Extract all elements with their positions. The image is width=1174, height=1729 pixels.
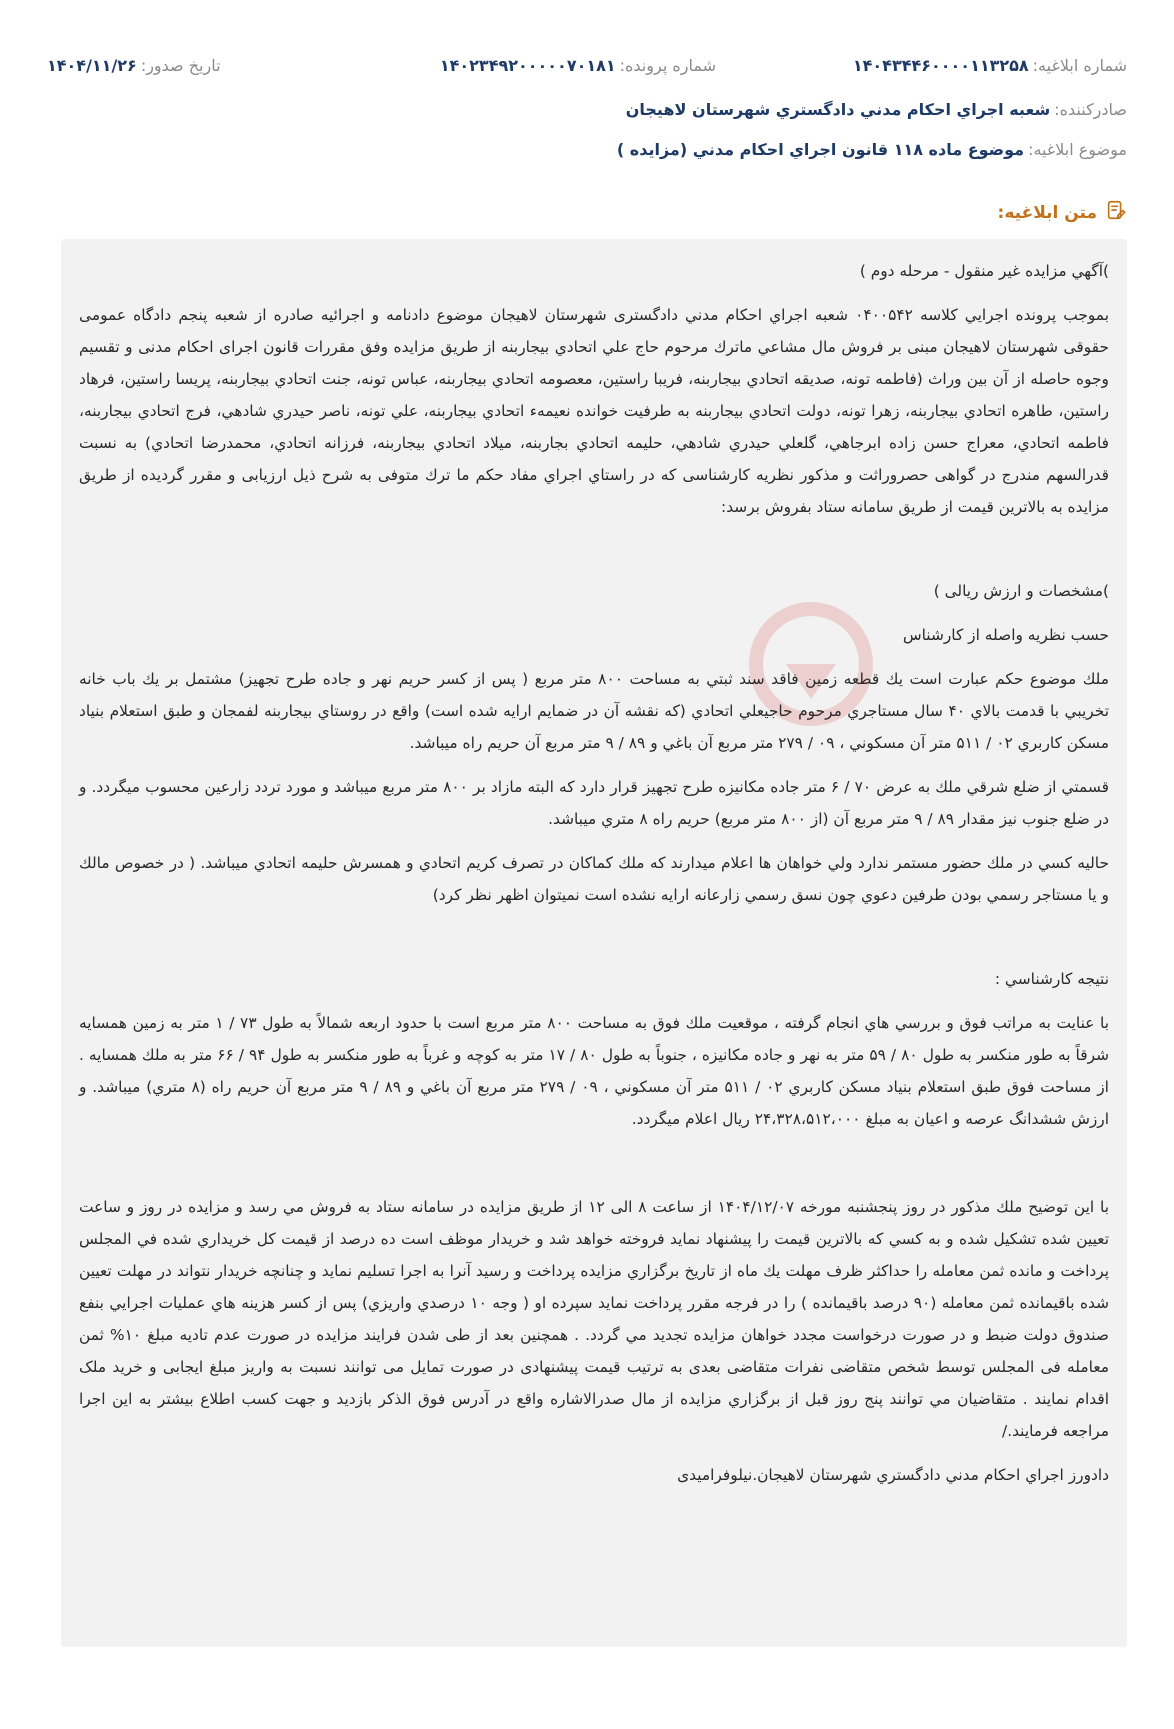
notice-body-panel [61, 239, 1127, 1647]
auction-terms-paragraph: با اين توضيح ملك مذكور در روز پنجشنبه مورخه ۱۴۰۴/۱۲/۰۷ از ساعت ۸ الی ۱۲ از طريق مزايده در سامانه ستاد به فروش مي رسد و مزايده در روز و ساعت تعيين شده تشكيل شده و به كسي كه بالاترين قيمت را پيشنهاد نمايد فروخته خواهد شد و خريدار موظف است ده درصد از قيمت كل خريداري شده في المجلس پرداخت و مانده ثمن معامله را حداكثر ظرف مهلت يك ماه از تاريخ برگزاري مزايده پرداخت و رسيد آنرا به اجرا تسليم نمايد و چنانچه خريدار نتواند در مهلت تعيين شده باقيمانده ثمن معامله (۹۰ درصد باقيمانده ) را در فرجه مقرر پرداخت نمايد سپرده او ( وجه ۱۰ درصدي واريزي) پس از كسر هزينه هاي عمليات اجرايي بنفع صندوق دولت ضبط و در صورت درخواست مجدد خواهان مزايده تجديد مي گردد. . همچنين بعد از طی شدن فرايند مزايده در صورت عدم تاديه مبلغ ۱۰% ثمن معامله فی المجلس توسط شخص متقاضی نفرات متقاضی بعدی به ترتيب قيمت پيشنهادی در صورت تمايل می توانند نسبت به واريز مبلغ ايجابی و خريد ملک اقدام نمايند . متقاضيان مي توانند پنج روز قبل از برگزاري مزايده از مال صدرالاشاره واقع در آدرس فوق الذكر بازديد و جهت كسب اطلاع بيشتر به اين اجرا مراجعه فرمايند./ [79, 1198, 1109, 1440]
case-number-value: ۱۴۰۲۳۴۹۲۰۰۰۰۰۷۰۱۸۱ [439, 56, 616, 75]
signature-line: دادورز اجراي احكام مدني دادگستري شهرستان لاهيجان.نيلوفراميدی [677, 1466, 1109, 1484]
issuer-value: شعبه اجراي احکام مدني دادگستري شهرستان لاهيجان [625, 100, 1051, 119]
notice-number [853, 56, 1127, 75]
notice-text-title: متن ابلاغيه: [997, 202, 1097, 223]
expert-opinion-heading: حسب نظريه واصله از كارشناس [902, 626, 1109, 644]
subject-row [617, 140, 1127, 159]
case-number-label: شماره پرونده: [619, 56, 716, 75]
notice-number-value: ۱۴۰۴۳۴۴۶۰۰۰۰۱۱۳۲۵۸ [852, 56, 1029, 75]
issuer-row [626, 100, 1127, 119]
auction-intro-paragraph: بموجب پرونده اجرايي كلاسه ۰۴۰۰۵۴۲ شعبه اجراي احكام مدني دادگستری شهرستان لاهيجان موضوع دادنامه و اجرائيه صادره از شعبه پنجم دادگاه عمومی حقوقی شهرستان لاهیجان مبنی بر فروش مال مشاعي ماترك مرحوم حاج علي اتحادي بيجاربنه از طريق مزايده وفق مقررات قانون اجرای احکام مدنی و تقسيم وجوه حاصله از آن بين وراث (فاطمه تونه، صديقه اتحادي بيجاربنه، فريبا راستين، معصومه اتحادي بيجاربنه، عباس تونه، جنت اتحادي بيجاربنه، پريسا راستين، فرهاد راستين، طاهره اتحادي بيجاربنه، زهرا تونه، دولت اتحادي بيجاربنه به طرفيت خوانده نعيمهء اتحادي بيجاربنه، علي تونه، ناصر حيدري شادهي، فرج اتحادي بيجاربنه، فاطمه اتحادي، معراج حسن زاده ابرجاهي، گلعلي حيدري شادهي، حليمه اتحادي بجاربنه، ميلاد اتحادي بيجاربنه، فرزانه اتحادي، محمدرضا اتحادي) به نسبت قدرالسهم مندرج در گواهی حصروراثت و مذكور نظريه كارشناسی كه در راستاي اجراي مفاد حكم ما ترك متوفی به شرح ذيل ارزيابی و مقرر گرديده از طريق مزايده به بالاترين قيمت از طريق سامانه ستاد بفروش برسد: [79, 306, 1109, 516]
subject-label: موضوع ابلاغيه: [1028, 140, 1127, 159]
expert-result-heading: نتيجه كارشناسي : [994, 970, 1109, 988]
notice-meta-row [47, 56, 1127, 82]
notice-body-text [79, 255, 1109, 1491]
issue-date-value: ۱۴۰۴/۱۱/۲۶ [47, 56, 137, 75]
notice-number-label: شماره ابلاغيه: [1032, 56, 1127, 75]
case-number [440, 56, 716, 75]
issue-date [47, 56, 221, 75]
occupancy-paragraph: حاليه كسي در ملك حضور مستمر ندارد ولي خواهان ها اعلام ميدارند كه ملك كماكان در تصرف كريم اتحادي و همسرش حليمه اتحادي ميباشد. ( در خصوص مالك و يا مستاجر رسمي بودن طرفين دعوي چون نسق رسمي زارعانه ارايه نشده است نميتوان اظهر نظر كرد) [79, 854, 1109, 904]
expert-result-paragraph: با عنايت به مراتب فوق و بررسي هاي انجام گرفته ، موقعيت ملك فوق به مساحت ۸۰۰ متر مربع است با حدود اربعه شمالاً به طول ۷۳ / ۱ متر به زمين همسايه شرقاً به طور منكسر به طول ۸۰ / ۵۹ متر به نهر و جاده مكانيزه ، جنوباً به طول ۸۰ / ۱۷ متر به كوچه و غرباً به طور منكسر به طول ۹۴ / ۶۶ متر به ملك همسايه . از مساحت فوق طبق استعلام بنياد مسكن كاربري ۰۲ / ۵۱۱ متر آن مسكوني ، ۰۹ / ۲۷۹ متر مربع آن باغي و ۸۹ / ۹ متر مربع آن حريم راه (۸ متري) ميباشد. و ارزش ششدانگ عرصه و اعيان به مبلغ ۲۴،۳۲۸،۵۱۲،۰۰۰ ريال اعلام ميگردد. [79, 1014, 1109, 1128]
property-description-paragraph: ملك موضوع حكم عبارت است يك قطعه زمين فاقد سند ثبتي به مساحت ۸۰۰ متر مربع ( پس از كسر حريم نهر و جاده طرح تجهيز) مشتمل بر يك باب خانه تخريبي با قدمت بالاي ۴۰ سال مستاجري مرحوم حاجيعلي اتحادي (كه نقشه آن در ضمايم ارايه شده است) واقع در روستاي بيجاربنه لفمجان و طبق استعلام بنياد مسكن كاربري ۰۲ / ۵۱۱ متر آن مسكوني ، ۰۹ / ۲۷۹ متر مربع آن باغي و ۸۹ / ۹ متر مربع آن حريم راه ميباشد. [79, 670, 1109, 752]
auction-heading: )آگهي مزايده غير منقول - مرحله دوم ) [859, 262, 1109, 280]
document-edit-icon [1105, 199, 1127, 226]
notice-text-heading [998, 199, 1127, 226]
issuer-label: صادرکننده: [1054, 100, 1127, 119]
specs-heading: )مشخصات و ارزش ريالی ) [933, 582, 1109, 600]
subject-value: موضوع ماده ۱۱۸ قانون اجراي احکام مدني (مزايده ) [616, 140, 1025, 159]
issue-date-label: تاريخ صدور: [140, 56, 221, 75]
east-side-paragraph: قسمتي از ضلع شرقي ملك به عرض ۷۰ / ۶ متر جاده مكانيزه طرح تجهيز قرار دارد كه البته مازاد بر ۸۰۰ متر مربع ميباشد و مورد تردد زارعين محسوب ميگردد. و در ضلع جنوب نيز مقدار ۸۹ / ۹ متر مربع آن (از ۸۰۰ متر مربع) حريم راه ۸ متري ميباشد. [79, 778, 1109, 828]
